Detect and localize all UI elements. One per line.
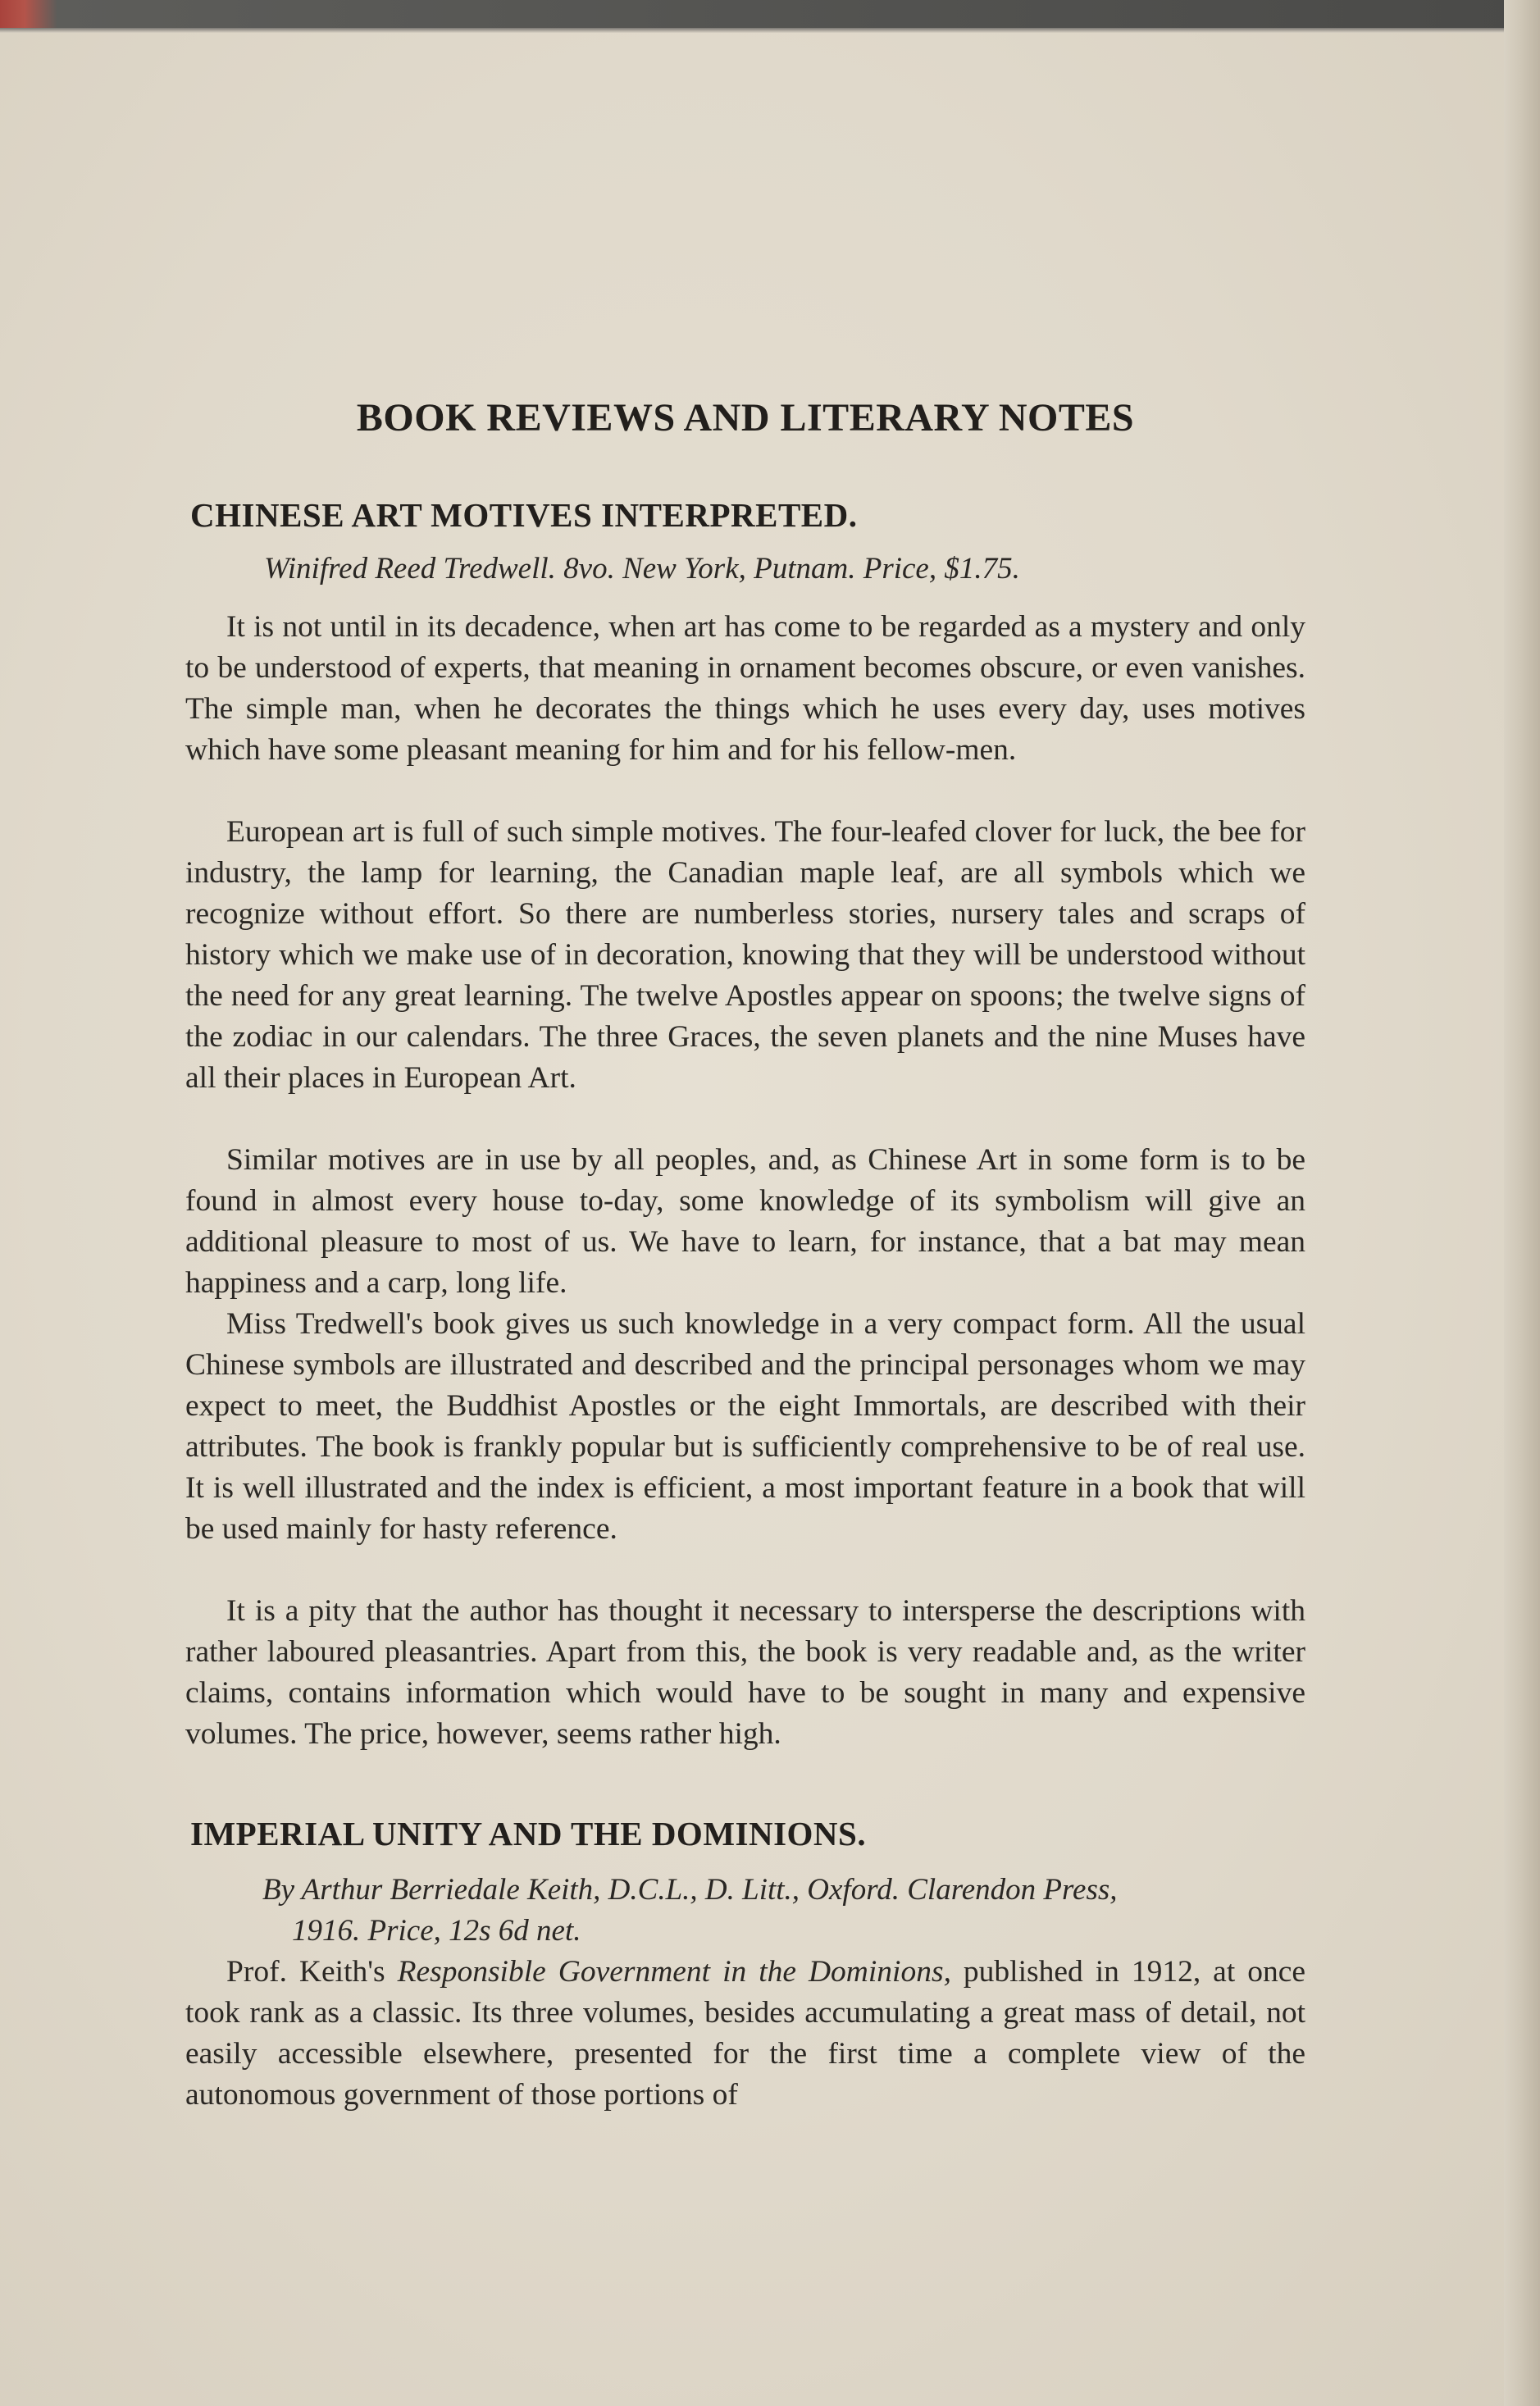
page-top-edge [0, 0, 1540, 28]
page-right-edge [1504, 0, 1540, 2406]
review2-cited-title: Responsible Government in the Dominions, [397, 1955, 951, 1989]
review2-text-rest: published in 1912, at once took rank as a classic. Its three volumes, besides accumulating a great mass of detail, not easily accessible elsewhere, presented for the first time a complete view of the autonomous government of those portions of [185, 1955, 1305, 2112]
review1-paragraph-5: It is a pity that the author has thought it necessary to intersperse the descriptions with rather laboured pleasantries. Apart from this, the book is very readable and, as the writer claims, contains information which would have to be sought in many and expensive volumes. The price, however, seems rather high. [185, 1594, 1305, 1751]
byline-line-2: 1916. Price, 12s 6d net. [292, 1914, 581, 1948]
review-title-imperial-unity: IMPERIAL UNITY AND THE DOMINIONS. [190, 1815, 867, 1852]
review2-paragraph-1 [185, 1952, 1305, 2116]
review1-paragraph-1: It is not until in its decadence, when art has come to be regarded as a mystery and only to be understood of experts, that meaning in ornament becomes obscure, or even vanishes. The simple man, when he decorates the things which he uses every day, uses motives which have some pleasant meaning for him and for his fellow-men. [185, 610, 1305, 767]
review1-paragraph-2: European art is full of such simple motives. The four-leafed clover for luck, the bee for industry, the lamp for learning, the Canadian maple leaf, are all symbols which we recognize without effort. So there are numberless stories, nursery tales and scraps of history which we make use of in decoration, knowing that they will be understood without the need for any great learning. The twelve Apostles appear on spoons; the twelve signs of the zodiac in our calendars. The three Graces, the seven planets and the nine Muses have all their places in European Art. [185, 815, 1305, 1095]
review2-text-start: Prof. Keith's [226, 1955, 398, 1989]
review-byline-imperial-unity [262, 1870, 1305, 1952]
section-heading: BOOK REVIEWS AND LITERARY NOTES [356, 396, 1135, 440]
review1-paragraph-4: Miss Tredwell's book gives us such knowledge in a very compact form. All the usual Chinese symbols are illustrated and described and the principal personages whom we may expect to meet, the Buddhist Apostles or the eight Immortals, are described with their attributes. The book is frankly popular but is sufficiently comprehensive to be of real use. It is well illustrated and the index is efficient, a most important feature in a book that will be used mainly for hasty reference. [185, 1307, 1305, 1546]
byline-line-1: By Arthur Berriedale Keith, D.C.L., D. Litt., Oxford. Clarendon Press, [262, 1873, 1118, 1907]
review1-paragraph-3: Similar motives are in use by all peoples, and, as Chinese Art in some form is to be found in almost every house to-day, some knowledge of its symbolism will give an additional pleasure to most of us. We have to learn, for instance, that a bat may mean happiness and a carp, long life. [185, 1143, 1305, 1300]
review-byline-chinese-art: Winifred Reed Tredwell. 8vo. New York, Putnam. Price, $1.75. [264, 552, 1020, 586]
review-title-chinese-art: CHINESE ART MOTIVES INTERPRETED. [190, 496, 858, 534]
